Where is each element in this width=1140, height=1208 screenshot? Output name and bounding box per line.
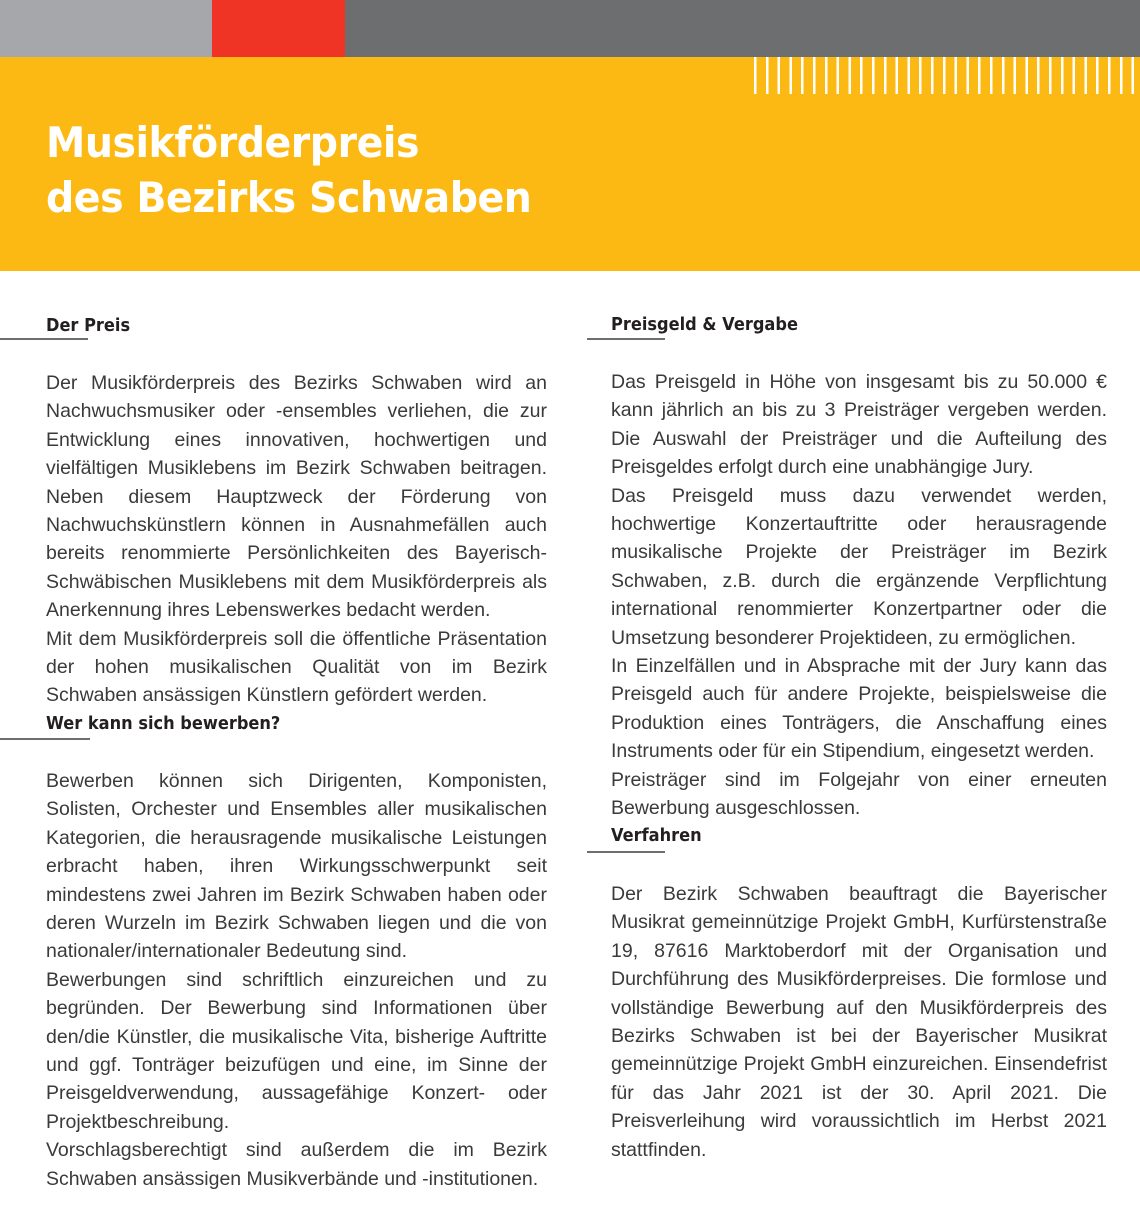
paragraph: Preisträger sind im Folgejahr von einer erneuten Bewerbung ausgeschlossen. (611, 768, 1107, 820)
heading-underline (587, 851, 665, 853)
section-body (46, 767, 547, 1193)
section-body (611, 880, 1107, 1164)
paragraph: Mit dem Musikförderpreis soll die öffentliche Präsentation der hohen musikalischen Qualität von im Bezirk Schwaben ansässigen Künstlern gefördert werden. (46, 627, 547, 707)
page-title-line-1: Musikförderpreis (46, 118, 419, 167)
title-banner (0, 57, 1140, 271)
paragraph: Das Preisgeld in Höhe von insgesamt bis zu 50.000 € kann jährlich an bis zu 3 Preisträger vergeben werden. Die Auswahl der Preisträger und die Aufteilung des Preisgeldes erfolgt durch eine unabhängige Jury. (611, 371, 1107, 479)
decorative-stripes (754, 57, 1140, 94)
paragraph: In Einzelfällen und in Absprache mit der Jury kann das Preisgeld auch für andere Projekte, beispielsweise die Produktion eines Tonträgers, die Anschaffung eines Instruments oder für ein Stipendium, eingesetzt werden. (611, 655, 1107, 763)
color-block-light-grey (0, 0, 212, 57)
section-body (46, 369, 547, 710)
heading-underline (587, 338, 665, 340)
color-block-dark-grey (345, 0, 1140, 57)
paragraph: Vorschlagsberechtigt sind außerdem die im Bezirk Schwaben ansässigen Musikverbände und -institutionen. (46, 1139, 547, 1190)
heading-underline (0, 738, 90, 740)
section-heading: Preisgeld & Vergabe (611, 314, 798, 335)
paragraph: Das Preisgeld muss dazu verwendet werden, hochwertige Konzertauftritte oder herausragende musikalische Projekte der Preisträger im Bezirk Schwaben, z.B. durch die ergänzende Verpflichtung international renommierter Konzertpartner oder die Umsetzung besonderer Projektideen, zu ermöglichen. (611, 484, 1107, 649)
page-title (46, 115, 531, 225)
color-block-red (212, 0, 345, 57)
heading-underline (0, 338, 88, 340)
section-heading: Der Preis (46, 315, 131, 336)
paragraph: Bewerbungen sind schriftlich einzureichen und zu begründen. Der Bewerbung sind Informationen über den/die Künstler, die musikalische Vita, bisherige Auftritte und ggf. Tonträger beizufügen und eine, im Sinne der Preisgeldverwendung, aussagefähige Konzert- oder Projektbeschreibung. (46, 968, 547, 1133)
page-title-line-2: des Bezirks Schwaben (46, 173, 532, 222)
paragraph: Der Bezirk Schwaben beauftragt die Bayerischer Musikrat gemeinnützige Projekt GmbH, Kurfürstenstraße 19, 87616 Marktoberdorf mit der Organisation und Durchführung des Musikförderpreises. Die formlose und vollständige Bewerbung auf den Musikförderpreis des Bezirks Schwaben ist bei der Bayerischer Musikrat gemeinnützige Projekt GmbH einzureichen. Einsendefrist für das Jahr 2021 ist der 30. April 2021. Die Preisverleihung wird voraussichtlich im Herbst 2021 stattfinden. (611, 883, 1107, 1161)
section-heading: Wer kann sich bewerben? (46, 713, 281, 734)
top-color-bar (0, 0, 1140, 57)
paragraph: Bewerben können sich Dirigenten, Komponisten, Solisten, Orchester und Ensembles aller musikalischen Kategorien, die herausragende musikalische Leistungen erbracht haben, ihren Wirkungsschwerpunkt seit mindestens zwei Jahren im Bezirk Schwaben haben oder deren Wurzeln im Bezirk Schwaben liegen und die von nationaler/internationaler Bedeutung sind. (46, 770, 547, 963)
paragraph: Der Musikförderpreis des Bezirks Schwaben wird an Nachwuchsmusiker oder -ensembles verliehen, die zur Entwicklung eines innovativen, hochwertigen und vielfältigen Musiklebens im Bezirk Schwaben beitragen. Neben diesem Hauptzweck der Förderung von Nachwuchskünstlern können in Ausnahmefällen auch bereits renommierte Persönlichkeiten des Bayerisch-Schwäbischen Musiklebens mit dem Musikförderpreis als Anerkennung ihres Lebenswerkes bedacht werden. (46, 372, 547, 622)
section-body (611, 368, 1107, 823)
section-heading: Verfahren (611, 825, 702, 846)
